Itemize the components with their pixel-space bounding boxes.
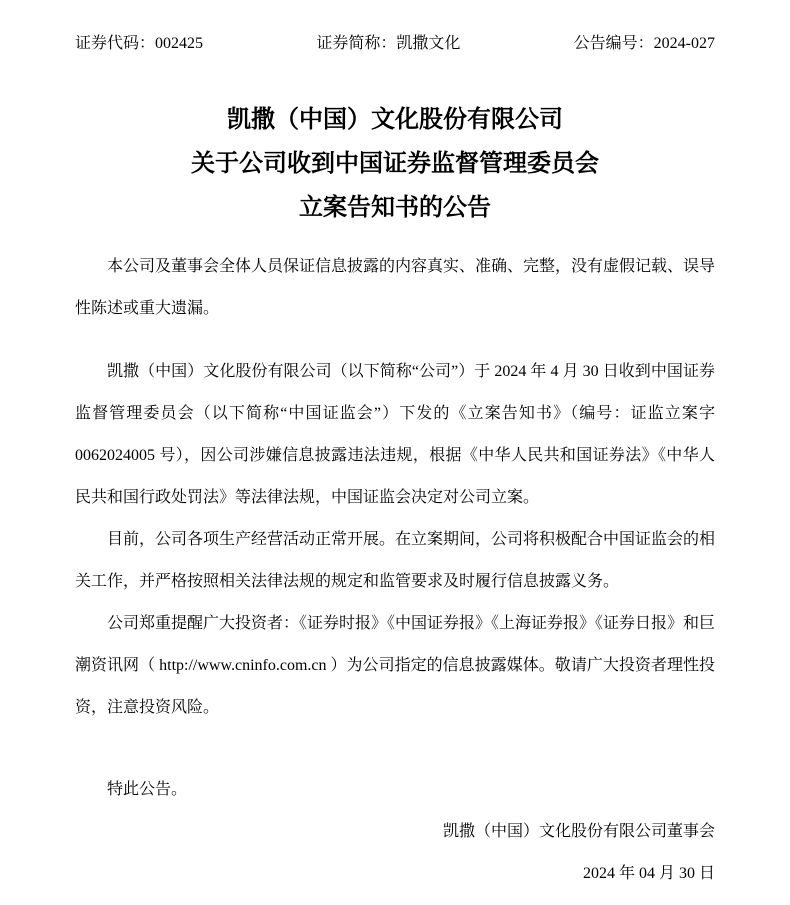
- announcement-number: [574, 33, 715, 54]
- signature: 凯撒（中国）文化股份有限公司董事会: [442, 823, 715, 840]
- declaration-paragraph: 本公司及董事会全体人员保证信息披露的内容真实、准确、完整，没有虚假记载、误导性陈述或重大遗漏。: [75, 258, 716, 317]
- announcement-number-label: 公告编号：: [573, 35, 654, 52]
- stock-code: [75, 33, 203, 54]
- announcement-number-value: 2024-027: [653, 35, 715, 52]
- closing-notice: 特此公告。: [107, 781, 188, 798]
- document-date: 2024 年 04 月 30 日: [582, 865, 715, 882]
- title-line-3: 立案告知书的公告: [299, 195, 491, 221]
- stock-name: [316, 33, 460, 54]
- title-line-2: 关于公司收到中国证券监督管理委员会: [191, 151, 599, 177]
- title-line-1: 凯撒（中国）文化股份有限公司: [227, 107, 563, 133]
- stock-code-label: 证券代码：: [75, 35, 156, 52]
- document-title: [75, 98, 715, 230]
- stock-name-value: 凯撒文化: [396, 35, 461, 52]
- stock-name-label: 证券简称：: [316, 35, 397, 52]
- body-paragraph-2: 目前，公司各项生产经营活动正常开展。在立案期间，公司将积极配合中国证监会的相关工作，并严格按照相关法律法规的规定和监管要求及时履行信息披露义务。: [75, 531, 716, 590]
- stock-code-value: 002425: [155, 35, 204, 52]
- body-paragraph-1: 凯撒（中国）文化股份有限公司（以下简称“公司”）于 2024 年 4 月 30 日收到中国证券监督管理委员会（以下简称“中国证监会”）下发的《立案告知书》（编号：证监立案字 0062024005 号），因公司涉嫌信息披露违法违规，根据《中华人民共和国证券法》《中华人民共和国行政处罚法》等法律法规，中国证监会决定对公司立案。: [75, 363, 715, 506]
- body-paragraph-3: 公司郑重提醒广大投资者：《证券时报》《中国证券报》《上海证券报》《证券日报》和巨潮资讯网（ http://www.cninfo.com.cn ）为公司指定的信息披露媒体。敬请广大投资者理性投资，注意投资风险。: [75, 615, 716, 716]
- document-header: [75, 33, 715, 54]
